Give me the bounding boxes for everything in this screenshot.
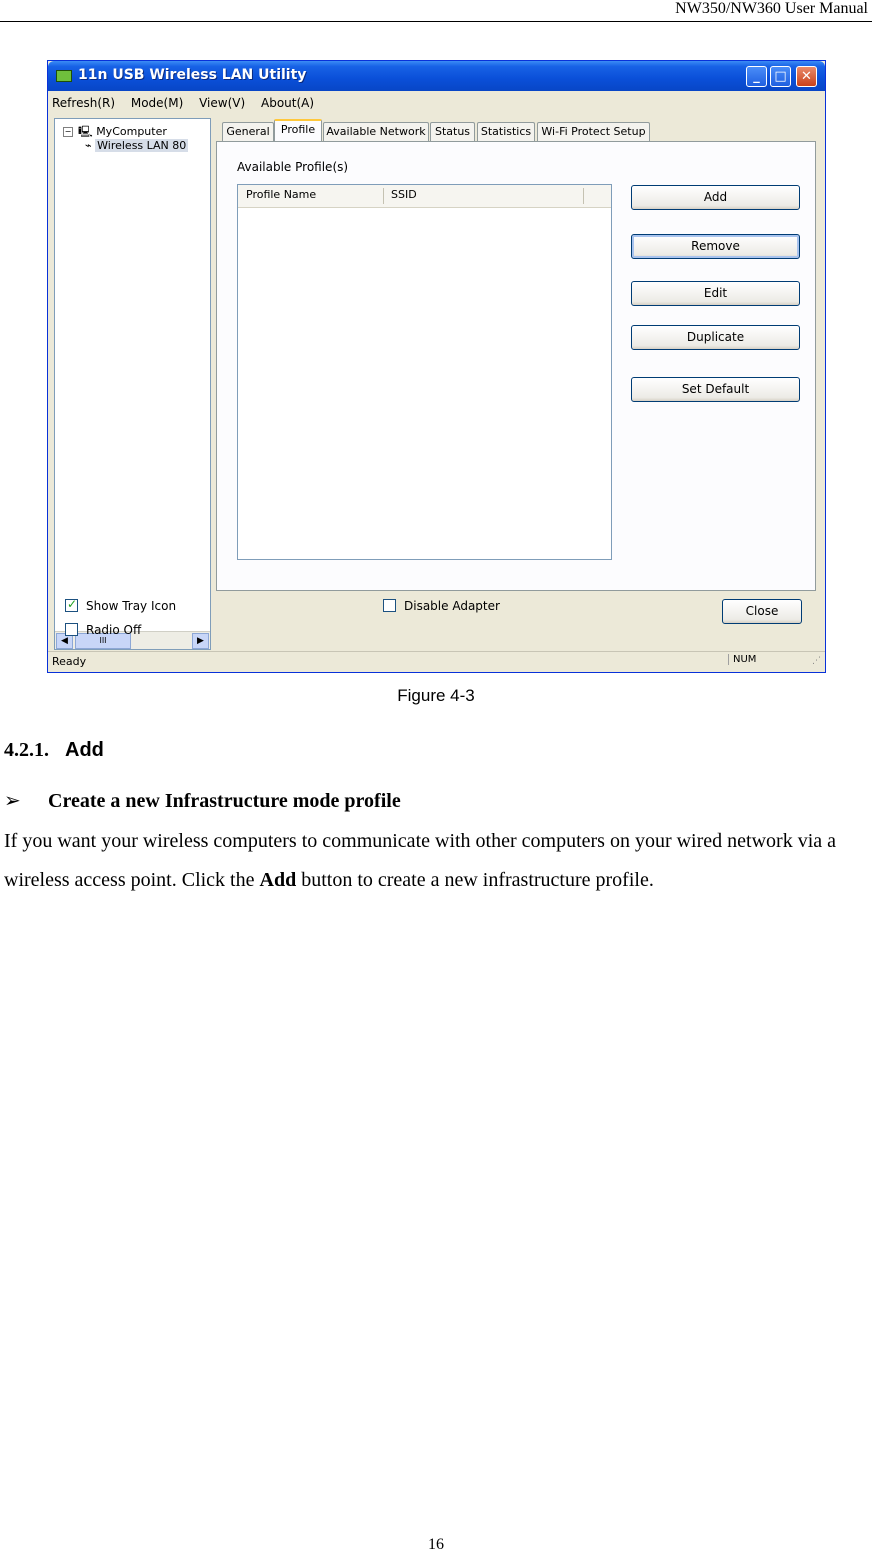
menu-about[interactable]: About(A) bbox=[261, 96, 315, 110]
tree-child-label: Wireless LAN 80 bbox=[97, 139, 187, 152]
tab-status[interactable]: Status bbox=[430, 122, 475, 141]
running-header: NW350/NW360 User Manual bbox=[675, 0, 868, 17]
column-profile-name[interactable]: Profile Name bbox=[246, 188, 317, 201]
checkbox-checked[interactable]: ✓ bbox=[67, 597, 78, 611]
disable-adapter-checkbox[interactable]: Disable Adapter bbox=[383, 599, 500, 613]
arrow-bullet-icon: ➢ bbox=[4, 790, 21, 812]
tab-general[interactable]: General bbox=[222, 122, 274, 141]
radio-off-checkbox[interactable]: Radio Off bbox=[65, 623, 141, 637]
add-button[interactable]: Add bbox=[631, 185, 800, 210]
tab-available-network[interactable]: Available Network bbox=[323, 122, 429, 141]
scroll-thumb[interactable]: III bbox=[75, 633, 131, 649]
body-paragraph: If you want your wireless computers to communicate with other computers on your wired network via a wireless access point. Click the Add button to create a new infrastructure profile. bbox=[4, 830, 837, 891]
tab-statistics[interactable]: Statistics bbox=[477, 122, 535, 141]
menu-mode[interactable]: Mode(M) bbox=[130, 96, 184, 110]
scroll-right-icon[interactable]: ▶ bbox=[192, 633, 209, 649]
header-rule bbox=[0, 21, 872, 22]
menu-view[interactable]: View(V) bbox=[199, 96, 246, 110]
panel-title: Available Profile(s) bbox=[237, 160, 349, 174]
bullet-heading bbox=[4, 788, 401, 813]
section-title: Add bbox=[65, 739, 104, 761]
remove-button[interactable]: Remove bbox=[631, 234, 800, 259]
checkbox-unchecked[interactable] bbox=[383, 599, 396, 612]
set-default-button[interactable]: Set Default bbox=[631, 377, 800, 402]
collapse-icon[interactable]: − bbox=[64, 127, 72, 136]
menu-bar bbox=[52, 93, 822, 113]
device-tree bbox=[54, 118, 211, 650]
page-number: 16 bbox=[428, 1536, 444, 1553]
figure-caption: Figure 4-3 bbox=[397, 686, 475, 705]
tab-wifi-protect-setup[interactable]: Wi-Fi Protect Setup bbox=[537, 122, 650, 141]
tree-child[interactable] bbox=[85, 139, 188, 152]
list-header bbox=[238, 185, 611, 208]
minimize-icon[interactable]: _ bbox=[746, 66, 767, 87]
utility-window-screenshot bbox=[47, 60, 826, 673]
maximize-icon[interactable]: □ bbox=[770, 66, 791, 87]
window-title: 11n USB Wireless LAN Utility bbox=[78, 67, 307, 83]
close-icon[interactable]: ✕ bbox=[796, 66, 817, 87]
adapter-icon: ⌁ bbox=[85, 139, 92, 152]
column-ssid[interactable]: SSID bbox=[391, 188, 417, 201]
section-heading bbox=[4, 739, 104, 762]
section-number: 4.2.1. bbox=[4, 739, 49, 761]
resize-grip-icon[interactable]: ⋰ bbox=[812, 656, 821, 666]
title-bar bbox=[48, 61, 825, 91]
bullet-text: Create a new Infrastructure mode profile bbox=[48, 790, 401, 812]
network-adapter-icon bbox=[56, 70, 72, 82]
profile-list[interactable] bbox=[237, 184, 612, 560]
duplicate-button[interactable]: Duplicate bbox=[631, 325, 800, 350]
computer-icon: 🖳 bbox=[78, 125, 93, 138]
checkbox-unchecked[interactable] bbox=[65, 623, 78, 636]
status-bar bbox=[48, 651, 825, 672]
tree-root-label: MyComputer bbox=[96, 125, 167, 138]
num-lock-indicator: NUM bbox=[728, 654, 773, 665]
profile-panel bbox=[216, 141, 816, 591]
edit-button[interactable]: Edit bbox=[631, 281, 800, 306]
show-tray-icon-checkbox[interactable]: ✓ Show Tray Icon bbox=[67, 597, 177, 613]
close-button[interactable]: Close bbox=[722, 599, 802, 624]
menu-refresh[interactable]: Refresh(R) bbox=[52, 96, 116, 110]
scroll-left-icon[interactable]: ◀ bbox=[56, 633, 73, 649]
column-divider bbox=[583, 188, 584, 204]
column-divider bbox=[383, 188, 384, 204]
add-emphasis: Add bbox=[259, 869, 297, 891]
tab-profile[interactable]: Profile bbox=[274, 119, 322, 142]
status-text: Ready bbox=[52, 655, 87, 668]
